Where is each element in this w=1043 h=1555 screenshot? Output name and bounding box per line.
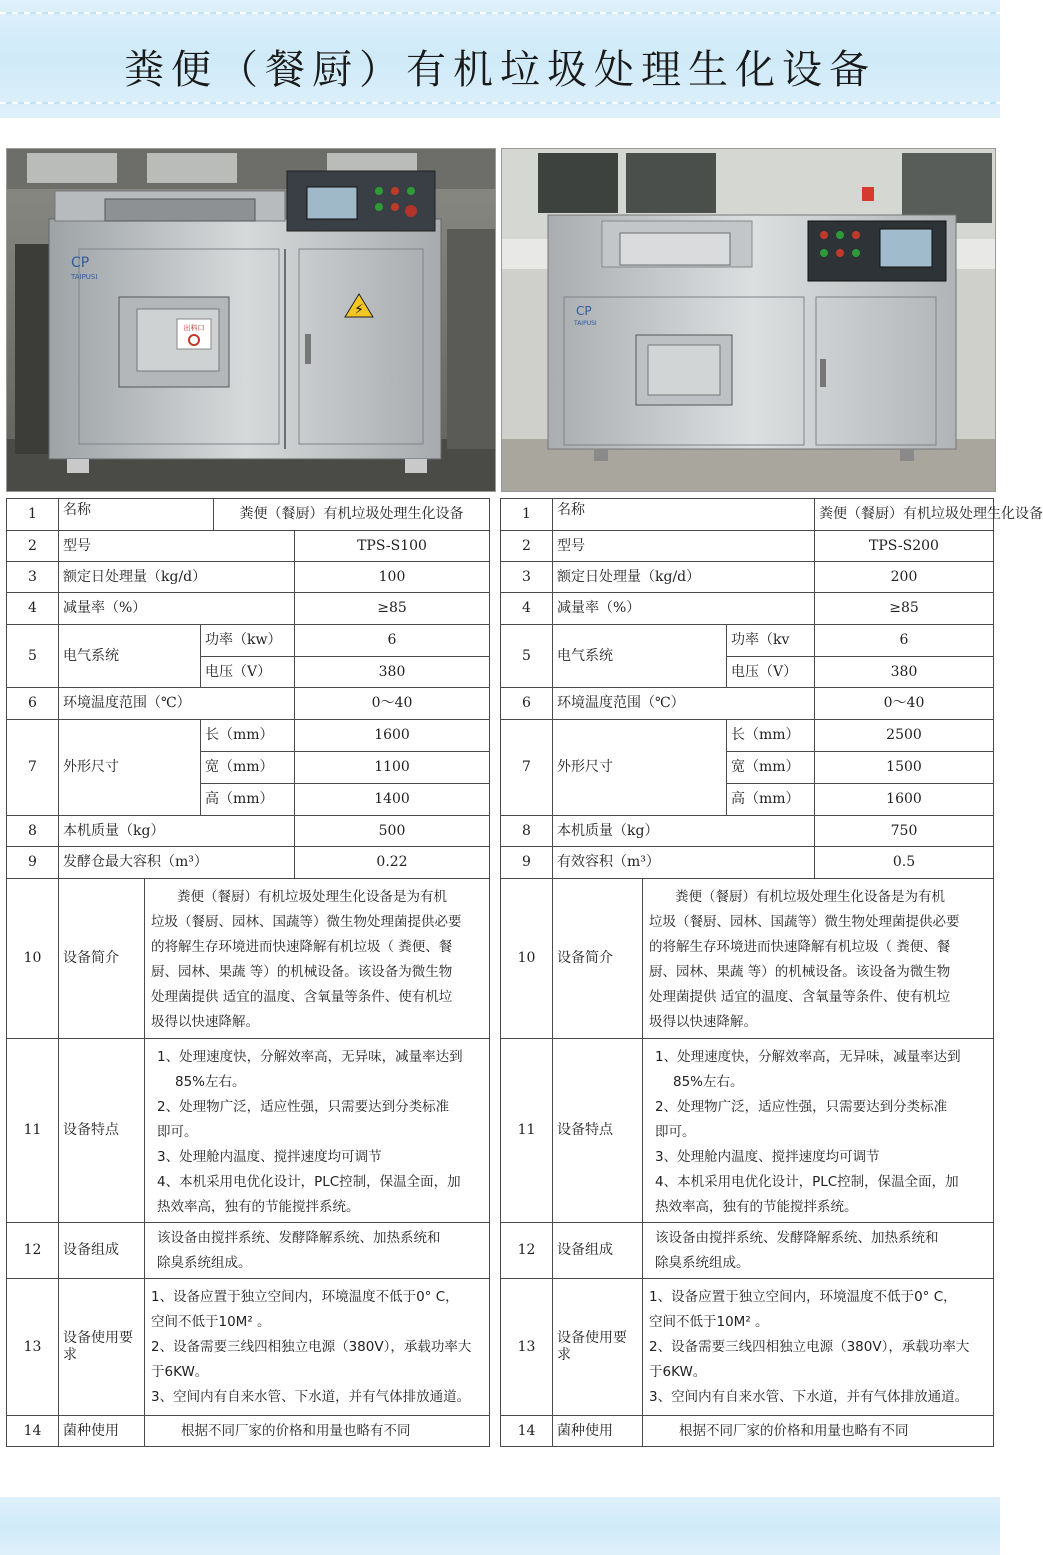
description-text: 粪便（餐厨）有机垃圾处理生化设备是为有机 垃圾（餐厨、园林、国蔬等）微生物处理菌提供必要 的将解生存环境进而快速降解有机垃圾（ 粪便、餐 厨、园林、果蔬 等）的机械设备。该设备为微生物 处理菌提供 适宜的温度、含氧量等条件、使有机垃 圾得以快速降解。	[643, 879, 994, 1039]
table-row: 8 本机质量（kg） 500	[7, 816, 490, 847]
table-row: 11 设备特点 1、处理速度快，分解效率高，无异味，减量率达到 85%左右。 2、处理物广泛，适应性强，只需要达到分类标准 即可。 3、处理舱内温度、搅拌速度均可调节 4、本机采用电优化设计，PLC控制，保温全面，加 热效率高，独有的节能搅拌系统。	[7, 1039, 490, 1223]
table-row: 高（mm） 1600	[501, 784, 994, 816]
table-row: 4 减量率（%） ≥85	[501, 593, 994, 625]
table-row: 高（mm） 1400	[7, 784, 490, 816]
table-row: 电压（V） 380	[501, 657, 994, 688]
table-row: 9 发酵仓最大容积（m³） 0.22	[7, 847, 490, 879]
table-row: 5 电气系统 功率（kw） 6	[7, 625, 490, 657]
table-row: 5 电气系统 功率（kv 6	[501, 625, 994, 657]
requirements-text: 1、设备应置于独立空间内，环境温度不低于0° C， 空间不低于10M² 。 2、设备需要三线四相独立电源（380V），承载功率大 于6KW。 3、空间内有自来水管、下水道，并有气体排放通道。	[145, 1279, 490, 1416]
svg-text:TAIPUSI: TAIPUSI	[71, 273, 98, 281]
table-row: 10 设备简介 粪便（餐厨）有机垃圾处理生化设备是为有机 垃圾（餐厨、园林、国蔬等）微生物处理菌提供必要 的将解生存环境进而快速降解有机垃圾（ 粪便、餐 厨、园林、果蔬 等）的机械设备。该设备为微生物 处理菌提供 适宜的温度、含氧量等条件、使有机垃 圾得以快速降解。	[501, 879, 994, 1039]
table-row: 14 菌种使用 根据不同厂家的价格和用量也略有不同	[501, 1416, 994, 1447]
spec-table-tps-s200	[500, 498, 1043, 1447]
discharge-door-label: 出料口	[183, 324, 205, 332]
svg-text:TAIPUSI: TAIPUSI	[574, 320, 597, 327]
machine-illustration-s200	[502, 149, 995, 491]
table-row: 6 环境温度范围（℃） 0～40	[501, 688, 994, 720]
footer-band	[0, 1497, 1000, 1555]
table-row: 电压（V） 380	[7, 657, 490, 688]
table-row: 14 菌种使用 根据不同厂家的价格和用量也略有不同	[7, 1416, 490, 1447]
table-row: 11 设备特点 1、处理速度快，分解效率高，无异味，减量率达到 85%左右。 2、处理物广泛，适应性强，只需要达到分类标准 即可。 3、处理舱内温度、搅拌速度均可调节 4、本机采用电优化设计，PLC控制，保温全面，加 热效率高，独有的节能搅拌系统。	[501, 1039, 994, 1223]
table-row: 宽（mm） 1100	[7, 752, 490, 784]
table-row: 13 设备使用要求 1、设备应置于独立空间内，环境温度不低于0° C， 空间不低于10M² 。 2、设备需要三线四相独立电源（380V），承载功率大 于6KW。 3、空间内有自来水管、下水道，并有气体排放通道。	[501, 1279, 994, 1416]
svg-text:CP: CP	[576, 304, 592, 318]
table-row: 12 设备组成 该设备由搅拌系统、发酵降解系统、加热系统和 除臭系统组成。	[7, 1223, 490, 1279]
product-photo-tps-s100	[6, 148, 496, 492]
table-row: 4 减量率（%） ≥85	[7, 593, 490, 625]
table-row: 1 名称 粪便（餐厨）有机垃圾处理生化设备	[7, 499, 490, 531]
features-text: 1、处理速度快，分解效率高，无异味，减量率达到 85%左右。 2、处理物广泛，适应性强，只需要达到分类标准 即可。 3、处理舱内温度、搅拌速度均可调节 4、本机采用电优化设计，PLC控制，保温全面，加 热效率高，独有的节能搅拌系统。	[145, 1039, 490, 1223]
table-row: 7 外形尺寸 长（mm） 2500	[501, 720, 994, 752]
table-row: 2 型号 TPS-S100	[7, 531, 490, 562]
table-row: 3 额定日处理量（kg/d） 100	[7, 562, 490, 593]
spec-table-tps-s100	[6, 498, 490, 1447]
warning-icon: ⚡	[354, 302, 364, 318]
table-row: 13 设备使用要求 1、设备应置于独立空间内，环境温度不低于0° C， 空间不低于10M² 。 2、设备需要三线四相独立电源（380V），承载功率大 于6KW。 3、空间内有自来水管、下水道，并有气体排放通道。	[7, 1279, 490, 1416]
table-row: 10 设备简介 粪便（餐厨）有机垃圾处理生化设备是为有机 垃圾（餐厨、园林、国蔬等）微生物处理菌提供必要 的将解生存环境进而快速降解有机垃圾（ 粪便、餐 厨、园林、果蔬 等）的机械设备。该设备为微生物 处理菌提供 适宜的温度、含氧量等条件、使有机垃 圾得以快速降解。	[7, 879, 490, 1039]
table-row: 3 额定日处理量（kg/d） 200	[501, 562, 994, 593]
requirements-text: 1、设备应置于独立空间内，环境温度不低于0° C， 空间不低于10M² 。 2、设备需要三线四相独立电源（380V），承载功率大 于6KW。 3、空间内有自来水管、下水道，并有气体排放通道。	[643, 1279, 994, 1416]
svg-text:CP: CP	[71, 255, 90, 271]
table-row: 宽（mm） 1500	[501, 752, 994, 784]
product-photo-tps-s200	[501, 148, 996, 492]
table-row: 7 外形尺寸 长（mm） 1600	[7, 720, 490, 752]
table-row: 9 有效容积（m³） 0.5	[501, 847, 994, 879]
table-row: 2 型号 TPS-S200	[501, 531, 994, 562]
table-row: 8 本机质量（kg） 750	[501, 816, 994, 847]
description-text: 粪便（餐厨）有机垃圾处理生化设备是为有机 垃圾（餐厨、园林、国蔬等）微生物处理菌提供必要 的将解生存环境进而快速降解有机垃圾（ 粪便、餐 厨、园林、果蔬 等）的机械设备。该设备为微生物 处理菌提供 适宜的温度、含氧量等条件、使有机垃 圾得以快速降解。	[145, 879, 490, 1039]
table-row: 12 设备组成 该设备由搅拌系统、发酵降解系统、加热系统和 除臭系统组成。	[501, 1223, 994, 1279]
page-title: 粪便（餐厨）有机垃圾处理生化设备	[124, 47, 876, 93]
composition-text: 该设备由搅拌系统、发酵降解系统、加热系统和 除臭系统组成。	[145, 1223, 490, 1279]
composition-text: 该设备由搅拌系统、发酵降解系统、加热系统和 除臭系统组成。	[643, 1223, 994, 1279]
table-row: 6 环境温度范围（℃） 0～40	[7, 688, 490, 720]
features-text: 1、处理速度快，分解效率高，无异味，减量率达到 85%左右。 2、处理物广泛，适应性强，只需要达到分类标准 即可。 3、处理舱内温度、搅拌速度均可调节 4、本机采用电优化设计，PLC控制，保温全面，加 热效率高，独有的节能搅拌系统。	[643, 1039, 994, 1223]
table-row: 1 名称 粪便（餐厨）有机垃圾处理生化设备	[501, 499, 994, 531]
machine-illustration-s100	[7, 149, 495, 491]
